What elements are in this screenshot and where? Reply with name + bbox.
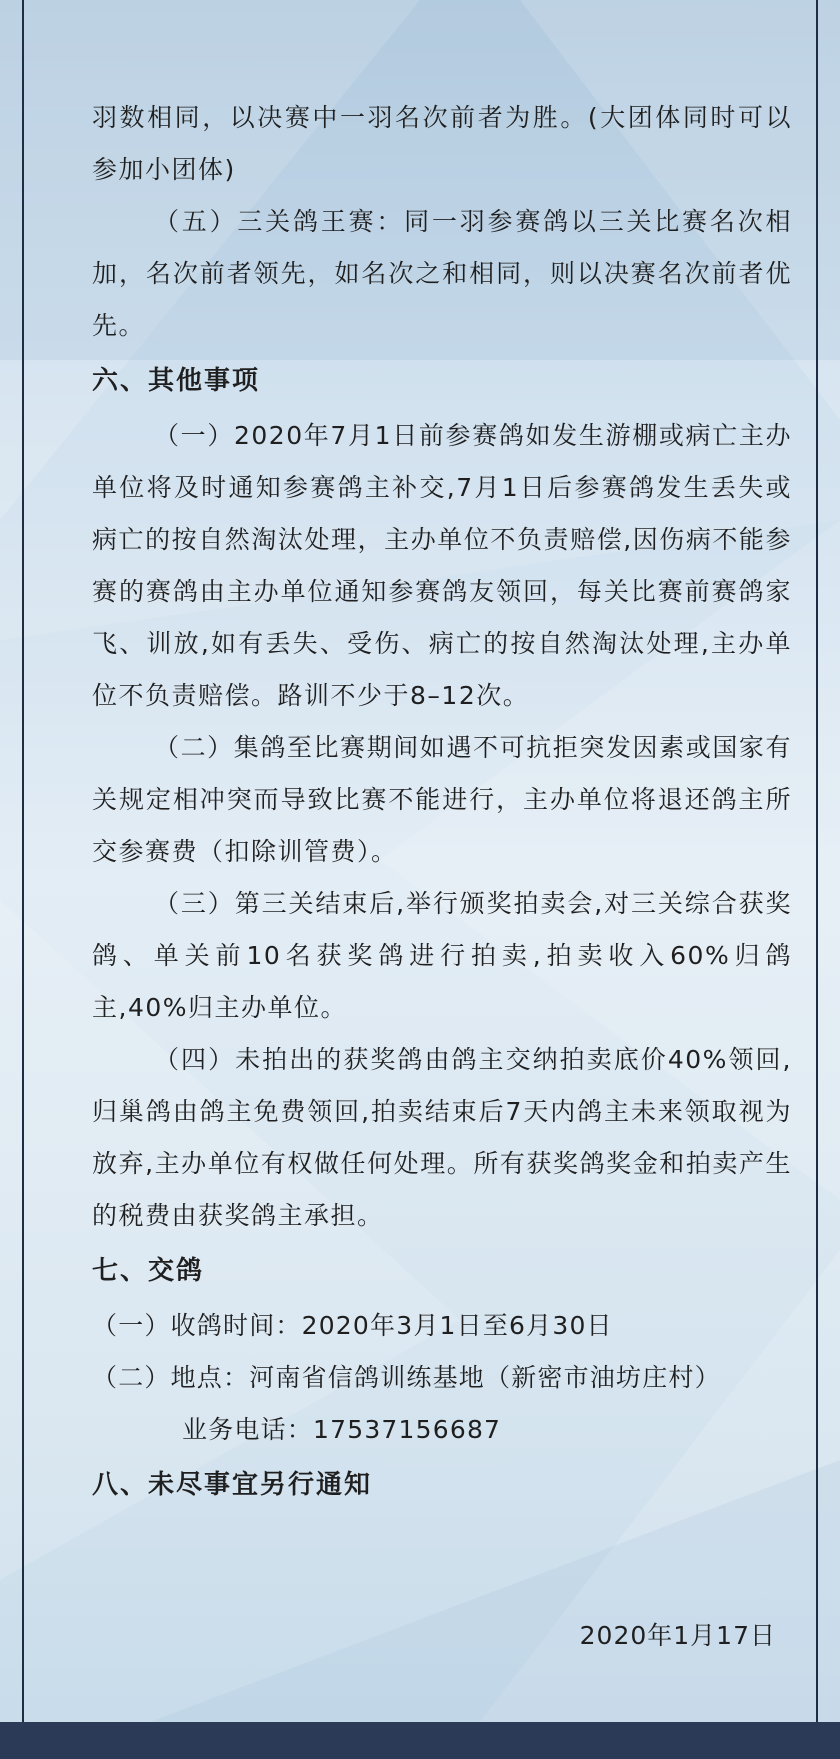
- section6-heading: 六、其他事项: [92, 366, 261, 396]
- section7-item2: （二）地点：河南省信鸽训练基地（新密市油坊庄村）: [92, 1363, 721, 1392]
- frame-left-line: [22, 0, 24, 1722]
- section7-item1: （一）收鸽时间：2020年3月1日至6月30日: [92, 1311, 613, 1340]
- section8-heading: 八、未尽事宜另行通知: [92, 1470, 373, 1500]
- document-date: 2020年1月17日: [579, 1621, 776, 1650]
- document-body: [92, 92, 792, 1514]
- frame-right-line: [816, 0, 818, 1722]
- bottom-band: [0, 1722, 840, 1759]
- section5-item5: （五）三关鸽王赛：同一羽参赛鸽以三关比赛名次相加，名次前者领先，如名次之和相同，则以决赛名次前者优先。: [92, 207, 792, 340]
- section6-item3: （三）第三关结束后,举行颁奖拍卖会,对三关综合获奖鸽、单关前10名获奖鸽进行拍卖,拍卖收入60%归鸽主,40%归主办单位。: [92, 889, 792, 1022]
- section6-item4: （四）未拍出的获奖鸽由鸽主交纳拍卖底价40%领回,归巢鸽由鸽主免费领回,拍卖结束后7天内鸽主未来领取视为放弃,主办单位有权做任何处理。所有获奖鸽奖金和拍卖产生的税费由获奖鸽主承担。: [92, 1045, 792, 1230]
- section6-item2: （二）集鸽至比赛期间如遇不可抗拒突发因素或国家有关规定相冲突而导致比赛不能进行，主办单位将退还鸽主所交参赛费（扣除训管费）。: [92, 733, 792, 866]
- section6-item1: （一）2020年7月1日前参赛鸽如发生游棚或病亡主办单位将及时通知参赛鸽主补交,7月1日后参赛鸽发生丢失或病亡的按自然淘汰处理，主办单位不负责赔偿,因伤病不能参赛的赛鸽由主办单位通知参赛鸽友领回，每关比赛前赛鸽家飞、训放,如有丢失、受伤、病亡的按自然淘汰处理,主办单位不负责赔偿。路训不少于8–12次。: [92, 421, 792, 710]
- section5-continued-text: 羽数相同，以决赛中一羽名次前者为胜。(大团体同时可以参加小团体): [92, 103, 792, 184]
- section7-phone: 业务电话：17537156687: [182, 1415, 502, 1444]
- section7-heading: 七、交鸽: [92, 1256, 205, 1286]
